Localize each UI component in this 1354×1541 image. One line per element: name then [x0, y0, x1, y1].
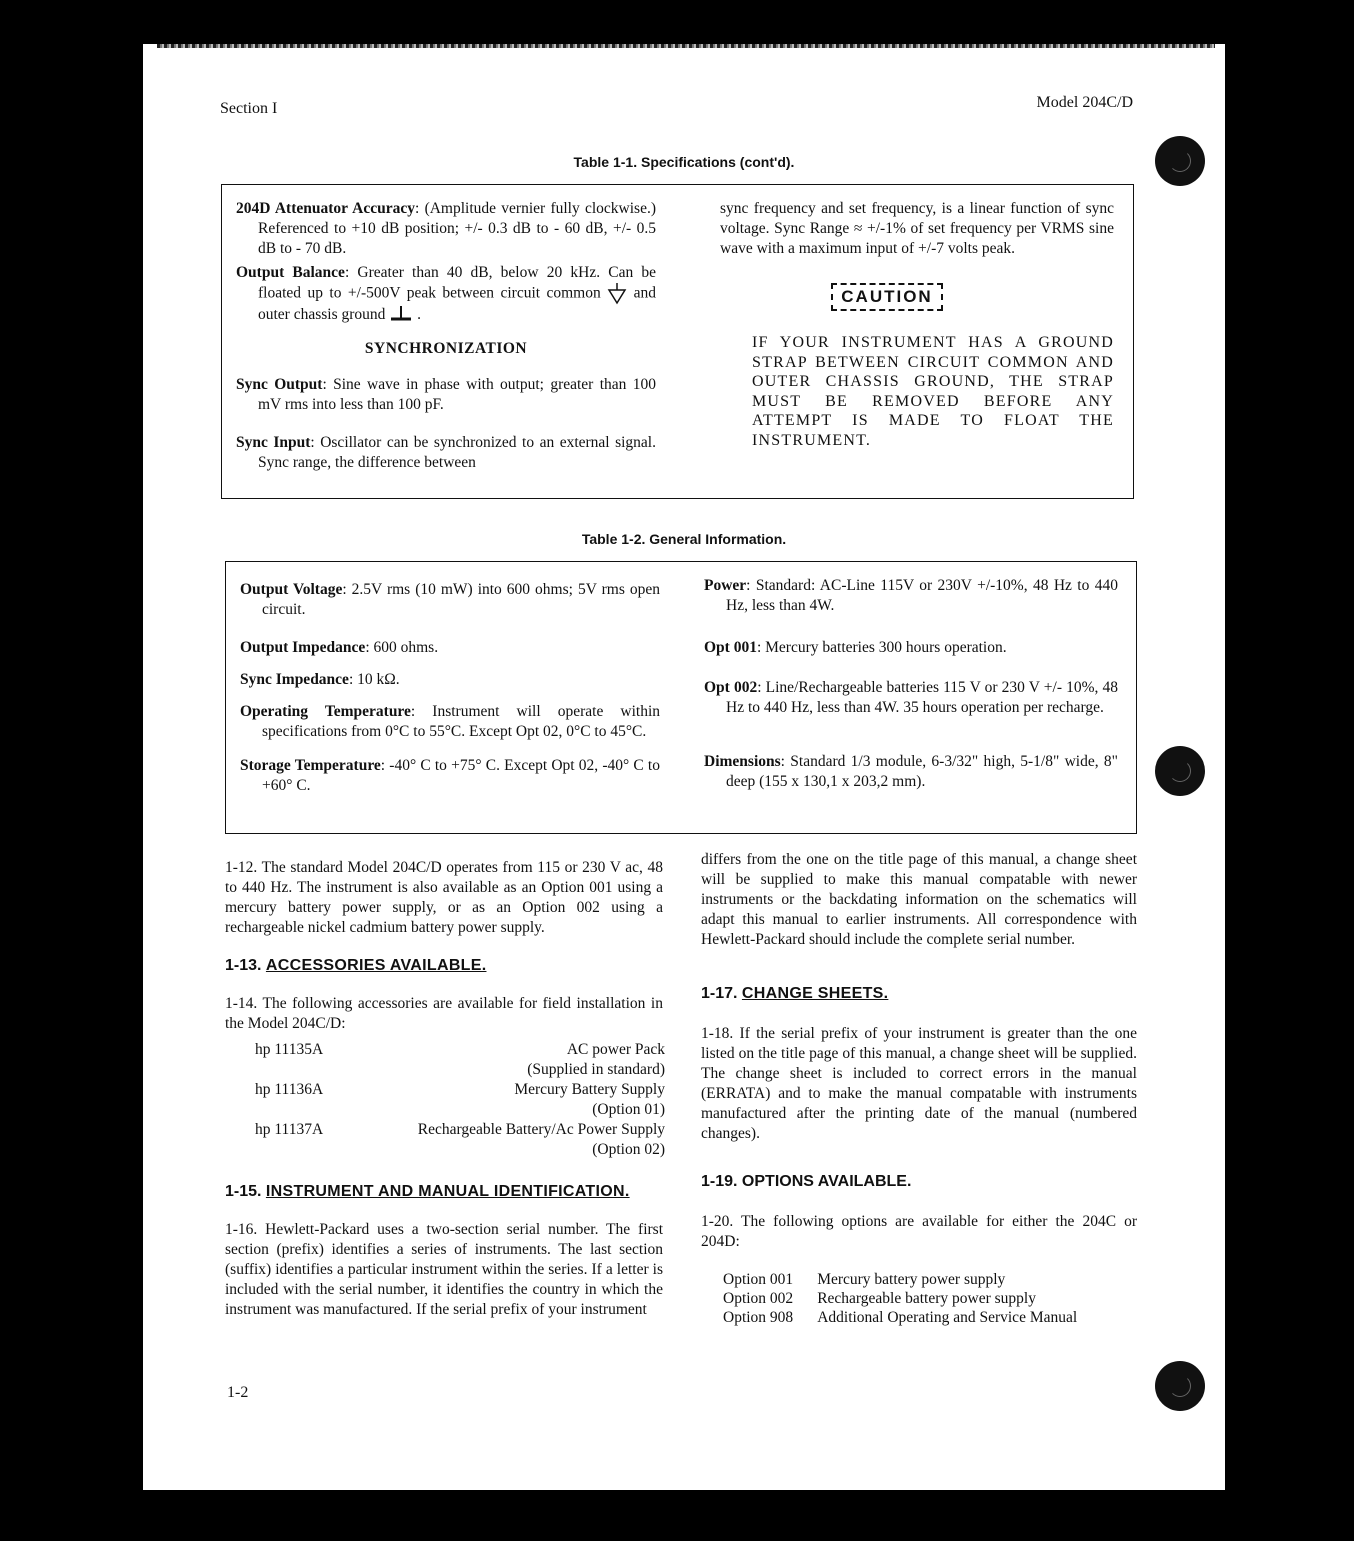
- heading-1-17: 1-17. CHANGE SHEETS.: [701, 985, 889, 1002]
- chassis-ground-icon: [389, 306, 413, 324]
- synchronization-heading: SYNCHRONIZATION: [364, 340, 528, 357]
- scan-top-edge: [157, 44, 1215, 48]
- circuit-common-icon: [607, 283, 627, 305]
- para-continued: differs from the one on the title page of this manual, a change sheet will be supplied to make this manual compatable with newer instruments or the backdating information on the schematics will adapt this manual to earlier instruments. All correspondence with Hewlett-Packard should include the complete serial number.: [701, 851, 1137, 948]
- spec-sync-input: Sync Input: Oscillator can be synchronized to an external signal. Sync range, the difference between: [236, 434, 656, 471]
- accessories-table: [255, 1040, 665, 1160]
- table-1-1-left-column: [236, 199, 656, 473]
- table-1-2-left-column: [240, 580, 660, 796]
- info-output-voltage: Output Voltage: 2.5V rms (10 mW) into 600 ohms; 5V rms open circuit.: [240, 581, 660, 618]
- table-row: (Supplied in standard): [527, 1061, 665, 1078]
- caution-text: IF YOUR INSTRUMENT HAS A GROUND STRAP BETWEEN CIRCUIT COMMON AND OUTER CHASSIS GROUND, THE STRAP MUST BE REMOVED BEFORE ANY ATTEMPT IS MADE TO FLOAT THE INSTRUMENT.: [752, 334, 1114, 449]
- table-row: (Option 01): [592, 1101, 665, 1118]
- heading-1-13: 1-13. ACCESSORIES AVAILABLE.: [225, 957, 487, 974]
- heading-1-15: 1-15. INSTRUMENT AND MANUAL IDENTIFICATION.: [225, 1183, 630, 1200]
- page-number: 1-2: [227, 1384, 249, 1401]
- info-operating-temperature: Operating Temperature: Instrument will operate within specifications from 0°C to 55°C. Except Opt 02, 0°C to 45°C.: [240, 703, 661, 740]
- para-1-20: 1-20. The following options are available for either the 204C or 204D:: [701, 1213, 1137, 1250]
- caution-badge-wrap: [720, 283, 1054, 311]
- table-row: hp 11137A Rechargeable Battery/Ac Power Supply: [255, 1121, 665, 1138]
- table-1-1: [221, 184, 1134, 499]
- options-table: [723, 1270, 1101, 1327]
- para-1-12: 1-12. The standard Model 204C/D operates from 115 or 230 V ac, 48 to 440 Hz. The instrument is also available as an Option 001 using a mercury battery power supply, or as an Option 002 using a rechargeable nickel cadmium battery power supply.: [225, 859, 663, 936]
- table-row: Option 908 Additional Operating and Service Manual: [723, 1309, 1078, 1326]
- info-opt-001: Opt 001: Mercury batteries 300 hours operation.: [704, 639, 1007, 656]
- table-1-2: [225, 561, 1137, 834]
- table-1-1-right-column: [720, 199, 1114, 450]
- info-sync-impedance: Sync Impedance: 10 kΩ.: [240, 671, 400, 688]
- info-opt-002: Opt 002: Line/Rechargeable batteries 115 V or 230 V +/- 10%, 48 Hz to 440 Hz, less than 4W. 35 hours operation per recharge.: [704, 679, 1118, 716]
- para-1-16: 1-16. Hewlett-Packard uses a two-section serial number. The first section (prefix) identifies a series of instruments. The last section (suffix) identifies a particular instrument within the series. If a letter is included with the serial number, it identifies the country in which the instrument was manufactured. If the serial prefix of your instrument: [225, 1221, 663, 1318]
- table-row: hp 11136A Mercury Battery Supply: [255, 1081, 665, 1098]
- table-1-1-caption: Table 1-1. Specifications (cont'd).: [573, 154, 795, 170]
- table-row: hp 11135A AC power Pack: [255, 1041, 665, 1058]
- table-row: Option 002 Rechargeable battery power supply: [723, 1290, 1036, 1307]
- heading-1-19: 1-19. OPTIONS AVAILABLE.: [701, 1173, 912, 1190]
- spec-sync-output: Sync Output: Sine wave in phase with output; greater than 100 mV rms into less than 100 pF.: [236, 376, 656, 413]
- table-row: (Option 02): [592, 1141, 665, 1158]
- binder-hole-icon: [1155, 746, 1205, 796]
- model-label: Model 204C/D: [1036, 94, 1133, 111]
- info-power: Power: Standard: AC-Line 115V or 230V +/-10%, 48 Hz to 440 Hz, less than 4W.: [704, 577, 1118, 614]
- table-1-2-caption: Table 1-2. General Information.: [581, 531, 787, 547]
- body-left-column: [225, 858, 663, 1320]
- info-output-impedance: Output Impedance: 600 ohms.: [240, 639, 439, 656]
- section-label: Section I: [220, 100, 278, 117]
- table-1-2-right-column: [704, 576, 1118, 792]
- spec-output-balance: Output Balance: Greater than 40 dB, below 20 kHz. Can be floated up to +/-500V peak between circuit common and outer chassis ground .: [236, 264, 657, 323]
- para-1-14: 1-14. The following accessories are available for field installation in the Model 204C/D:: [225, 995, 663, 1032]
- table-row: Option 001 Mercury battery power supply: [723, 1271, 1006, 1288]
- para-1-18: 1-18. If the serial prefix of your instrument is greater than the one listed on the title page of this manual, a change sheet will be supplied. The change sheet is included to correct errors in the manual (ERRATA) and to make the manual compatable with instruments manufactured after the printing date of the manual (numbered changes).: [701, 1025, 1137, 1142]
- binder-hole-icon: [1155, 1361, 1205, 1411]
- info-storage-temperature: Storage Temperature: -40° C to +75° C. Except Opt 02, -40° C to +60° C.: [240, 757, 660, 794]
- caution-badge: CAUTION: [831, 283, 942, 311]
- body-right-column: [701, 850, 1137, 1327]
- document-page: [143, 44, 1225, 1490]
- spec-attenuator-accuracy: 204D Attenuator Accuracy: (Amplitude vernier fully clockwise.) Referenced to +10 dB position; +/- 0.3 dB to - 60 dB, +/- 0.5 dB to - 70 dB.: [236, 200, 656, 257]
- info-dimensions: Dimensions: Standard 1/3 module, 6-3/32" high, 5-1/8" wide, 8" deep (155 x 130,1 x 203,2 mm).: [704, 753, 1118, 790]
- sync-range-text: sync frequency and set frequency, is a linear function of sync voltage. Sync Range ≈ +/-1% of set frequency per VRMS sine wave with a maximum input of +/-7 volts peak.: [720, 200, 1114, 257]
